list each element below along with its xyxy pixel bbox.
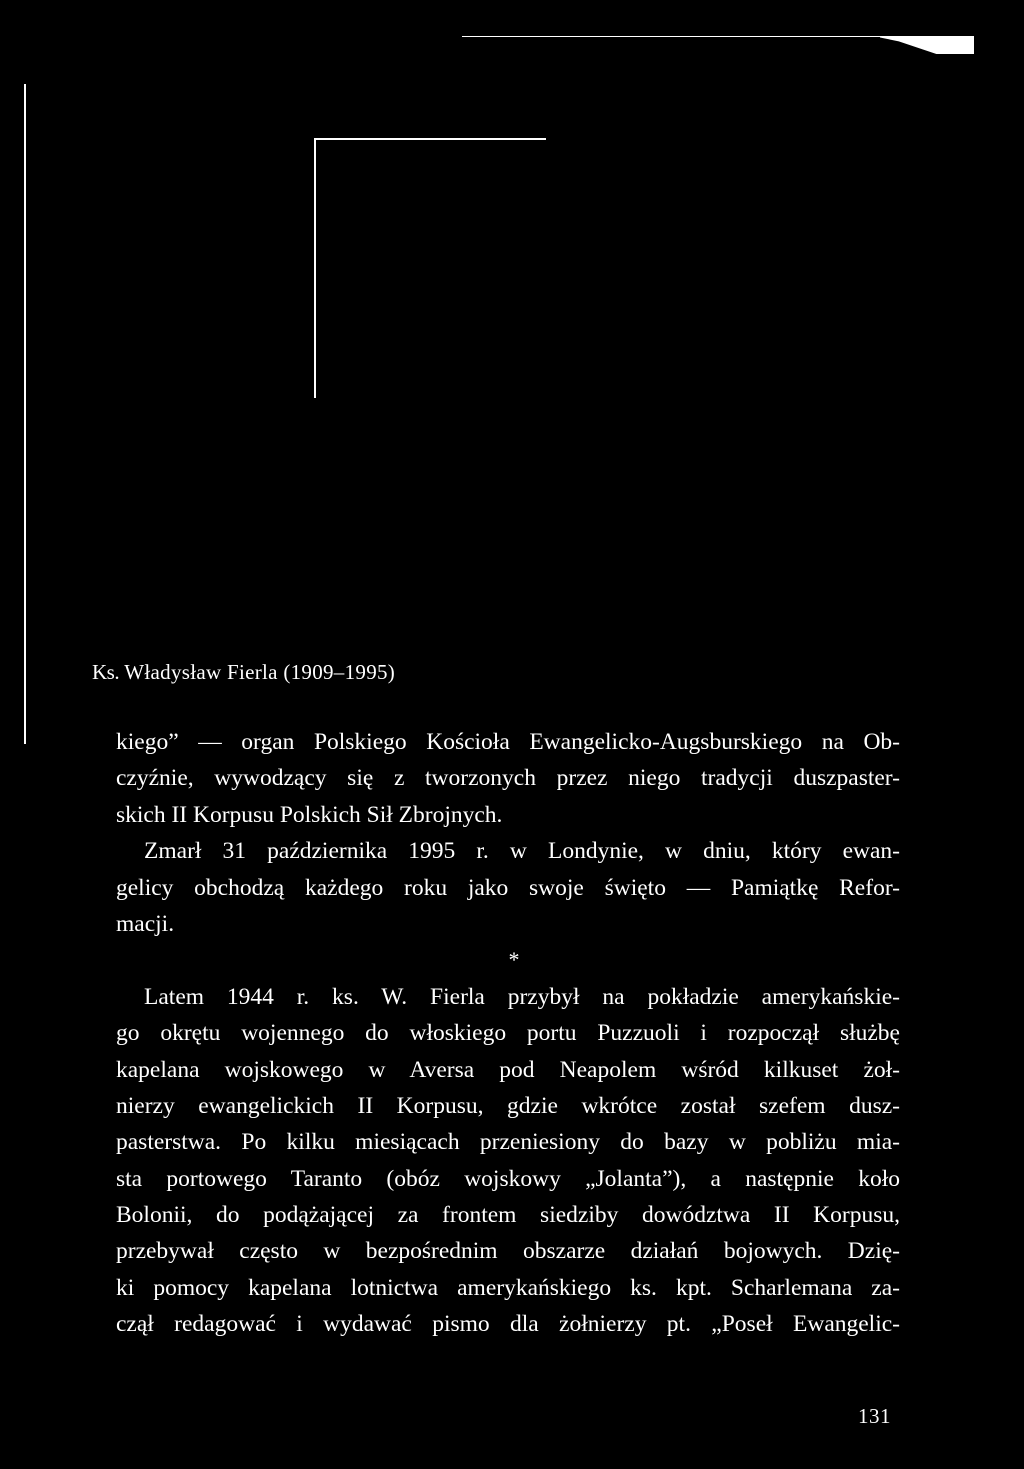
text-line: gelicy obchodzą każdego roku jako swoje święto — Pamiątkę Refor- xyxy=(116,874,900,901)
text-line: ki pomocy kapelana lotnictwa amerykańskiego ks. kpt. Scharlemana za- xyxy=(116,1274,900,1301)
text-line: czyźnie, wywodzący się z tworzonych przez niego tradycji duszpaster- xyxy=(116,765,900,792)
text-line: czął redagować i wydawać pismo dla żołnierzy pt. „Poseł Ewangelic- xyxy=(116,1311,900,1338)
text-line: pasterstwa. Po kilku miesiącach przeniesiony do bazy w pobliżu mia- xyxy=(116,1129,900,1156)
scan-rule-top-thick xyxy=(880,36,974,54)
text-line: Latem 1944 r. ks. W. Fierla przybył na pokładzie amerykańskie- xyxy=(144,983,900,1010)
page-number: 131 xyxy=(858,1404,891,1428)
scan-frame-top xyxy=(314,138,546,140)
running-head-title: Władysław Fierla (1909–1995) xyxy=(124,660,396,684)
text-line: Bolonii, do podążającej za frontem siedziby dowództwa II Korpusu, xyxy=(116,1202,900,1229)
running-head xyxy=(92,660,395,685)
running-head-prefix: Ks. xyxy=(92,660,120,684)
section-separator: * xyxy=(508,947,520,973)
text-line: sta portowego Taranto (obóz wojskowy „Jolanta”), a następnie koło xyxy=(116,1165,900,1192)
scan-rule-left xyxy=(24,84,26,744)
scan-frame-left xyxy=(314,138,316,398)
text-line: nierzy ewangelickich II Korpusu, gdzie wkrótce został szefem dusz- xyxy=(116,1092,900,1119)
text-line: kiego” — organ Polskiego Kościoła Ewangelicko-Augsburskiego na Ob- xyxy=(116,729,900,755)
text-line: przebywał często w bezpośrednim obszarze działań bojowych. Dzię- xyxy=(116,1238,900,1265)
text-line: skich II Korpusu Polskich Sił Zbrojnych. xyxy=(116,801,503,828)
text-line: macji. xyxy=(116,910,175,937)
text-line: kapelana wojskowego w Aversa pod Neapolem wśród kilkuset żoł- xyxy=(116,1056,900,1083)
body-text xyxy=(116,724,900,1343)
text-line: go okrętu wojennego do włoskiego portu Puzzuoli i rozpoczął służbę xyxy=(116,1020,900,1047)
text-line: Zmarł 31 października 1995 r. w Londynie, w dniu, który ewan- xyxy=(144,838,900,865)
